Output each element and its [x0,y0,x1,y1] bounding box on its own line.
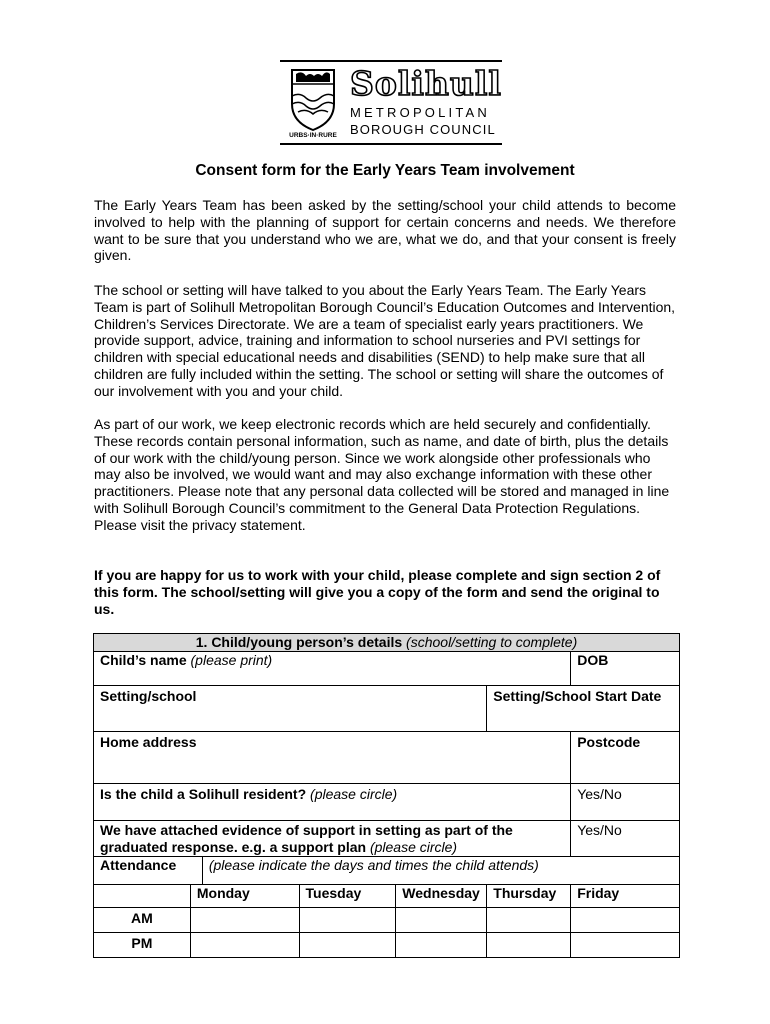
child-name-label: Child’s name [100,652,187,668]
coat-of-arms-icon [284,66,342,138]
dob-label: DOB [577,652,609,668]
dob-field[interactable] [571,652,680,686]
am-row [94,908,680,933]
section-header [94,634,680,652]
setting-row [94,686,680,732]
address-row [94,732,680,784]
section-note: (school/setting to complete) [406,634,578,650]
pm-tuesday-cell[interactable] [299,933,396,958]
pm-friday-cell[interactable] [571,933,680,958]
attendance-label-cell [94,857,203,885]
evidence-note: (please circle) [369,839,458,855]
am-friday-cell[interactable] [571,908,680,933]
consent-instructions: If you are happy for us to work with your child, please complete and sign section 2 of this form. The school/setting will give you a copy of the form and send the original to us. [94,567,661,617]
am-monday-cell[interactable] [190,908,299,933]
session-am: AM [94,908,191,933]
child-details-table [93,633,680,958]
evidence-answer[interactable] [571,821,680,857]
resident-value: Yes/No [577,786,622,802]
about-team-paragraph: The school or setting will have talked to you about the Early Years Team. The Early Years Team is part of Solihull Metropolitan Borough Council’s Education Outcomes and Intervention, Children’s Services Directorate. We are a team of specialist early years practitioners. We provide support, advice, training and information to school nurseries and PVI settings for children with special educational needs and disabilities (SEND) to help make sure that all children are fully included within the setting. The school or setting will share the outcomes of our involvement with you and your child. [94,282,676,399]
attendance-row [94,857,680,885]
setting-label: Setting/school [100,688,197,704]
logo-line-1: METROPOLITAN [350,105,491,120]
postcode-field[interactable] [571,732,680,784]
pm-row [94,933,680,958]
pm-thursday-cell[interactable] [487,933,571,958]
attendance-label: Attendance [100,857,177,873]
child-name-field[interactable] [94,652,571,686]
evidence-label: We have attached evidence of support in setting as part of the graduated response. e.g. a support plan [100,822,513,855]
attendance-note-cell [202,857,679,885]
council-logo [280,60,500,144]
resident-label: Is the child a Solihull resident? [100,786,307,802]
pm-monday-cell[interactable] [190,933,299,958]
logo-wordmark: Solihull [350,64,502,103]
attendance-note: (please indicate the days and times the child attends) [208,857,539,873]
day-wednesday: Wednesday [396,885,487,908]
child-name-row [94,652,680,686]
days-header-row [94,885,680,908]
am-wednesday-cell[interactable] [396,908,487,933]
day-tuesday: Tuesday [299,885,396,908]
day-friday: Friday [571,885,680,908]
evidence-value: Yes/No [577,822,622,838]
evidence-row [94,821,680,857]
start-date-field[interactable] [487,686,680,732]
day-thursday: Thursday [487,885,571,908]
logo-top-rule [280,60,502,62]
resident-row [94,784,680,821]
session-pm: PM [94,933,191,958]
child-name-note: (please print) [190,652,273,668]
home-address-field[interactable] [94,732,571,784]
start-date-label: Setting/School Start Date [493,688,662,704]
day-monday: Monday [190,885,299,908]
am-tuesday-cell[interactable] [299,908,396,933]
evidence-question [94,821,571,857]
resident-question [94,784,571,821]
records-paragraph: As part of our work, we keep electronic records which are held securely and confidentially. These records contain personal information, such as name, and date of birth, plus the details of our work with the child/young person. Since we work alongside other professionals who may also be involved, we would want and may also exchange information with these other practitioners. Please note that any personal data collected will be stored and managed in line with Solihull Borough Council’s commitment to the General Data Protection Regulations. Please visit the privacy statement. [94,416,670,533]
intro-paragraph: The Early Years Team has been asked by the setting/school your child attends to become involved to help with the planning of support for certain concerns and needs. We therefore want to be sure that you understand who we are, what we do, and that your consent is freely given. [94,197,676,264]
home-address-label: Home address [100,734,197,750]
section-title: 1. Child/young person’s details [195,634,403,650]
postcode-label: Postcode [577,734,641,750]
resident-note: (please circle) [310,786,398,802]
blank-corner [94,885,191,908]
section-header-row [94,634,680,652]
logo-motto: URBS·IN·RURE [289,132,337,138]
setting-field[interactable] [94,686,487,732]
page-title: Consent form for the Early Years Team involvement [195,162,575,179]
logo-bottom-rule [280,143,502,145]
pm-wednesday-cell[interactable] [396,933,487,958]
am-thursday-cell[interactable] [487,908,571,933]
resident-answer[interactable] [571,784,680,821]
logo-line-2: BOROUGH COUNCIL [350,122,496,137]
